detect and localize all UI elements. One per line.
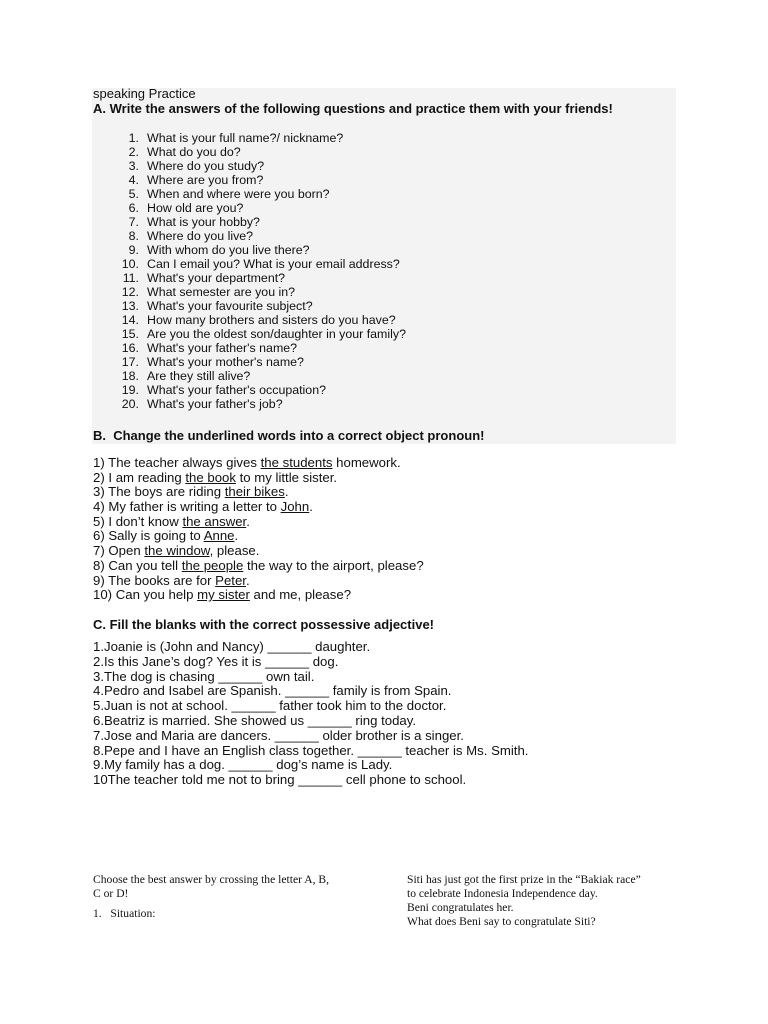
underlined-words: Peter [215, 572, 246, 588]
object-pronoun-sentence [93, 588, 424, 603]
sentence-end: homework. [332, 455, 401, 470]
question-item [93, 201, 406, 215]
question-text: What's your department? [147, 271, 286, 285]
sentence-start: 8) Can you tell [93, 557, 182, 573]
sentence-end: . [284, 484, 289, 500]
question-number: 8. [128, 229, 139, 243]
object-pronoun-sentence [93, 559, 424, 574]
instruction-line-1: Choose the best answer by crossing the letter A, B, [93, 873, 330, 886]
possessive-adjective-sentence: 6.Beatriz is married. She showed us ______ ring today. [93, 712, 417, 728]
situation-text [407, 873, 687, 929]
section-a-question-list [93, 131, 406, 411]
question-item [93, 215, 406, 229]
question-item [93, 229, 406, 243]
section-b-sentence-list [93, 456, 424, 603]
question-number: 14. [121, 313, 139, 327]
question-text: How old are you? [147, 201, 244, 215]
question-number: 10. [121, 257, 139, 271]
question-text: Can I email you? What is your email address? [147, 257, 400, 271]
object-pronoun-sentence [93, 471, 424, 486]
sentence-end: . [245, 572, 250, 588]
sentence-start: 4) My father is writing a letter to [93, 499, 281, 515]
question-text: How many brothers and sisters do you have? [147, 313, 396, 327]
possessive-adjective-sentence: 1.Joanie is (John and Nancy) ______ daughter. [93, 639, 371, 654]
question-number: 16. [121, 341, 139, 355]
question-item [93, 243, 406, 257]
object-pronoun-sentence [93, 456, 424, 471]
section-c-heading: C. Fill the blanks with the correct possessive adjective! [93, 617, 435, 632]
question-number: 7. [128, 215, 139, 229]
question-number: 3. [128, 159, 139, 173]
possessive-adjective-sentence: 8.Pepe and I have an English class together. ______ teacher is Ms. Smith. [93, 742, 529, 758]
question-text: What's your father's job? [147, 397, 283, 411]
sentence-start: 10) Can you help [93, 587, 198, 603]
situation-line-2: to celebrate Indonesia Independence day. [407, 887, 598, 900]
question-number: 1. [128, 131, 139, 145]
sentence-start: 2) I am reading [93, 469, 186, 485]
underlined-words: the window [144, 543, 210, 559]
question-text: Where are you from? [147, 173, 264, 187]
section-a-heading: A. Write the answers of the following questions and practice them with your friends! [93, 101, 613, 116]
sentence-start: 7) Open [93, 543, 145, 559]
underlined-words: the answer [182, 513, 247, 529]
underlined-words: the students [260, 455, 333, 470]
question-text: What's your father's occupation? [147, 383, 326, 397]
worksheet-header [93, 86, 613, 116]
question-number: 13. [121, 299, 139, 313]
question-text: With whom do you live there? [147, 243, 310, 257]
question-item [93, 285, 406, 299]
question-text: When and where were you born? [147, 187, 330, 201]
question-item [93, 173, 406, 187]
situation-line-1: Siti has just got the first prize in the “Bakiak race” [407, 873, 641, 886]
object-pronoun-sentence [93, 544, 424, 559]
underlined-words: Anne [203, 528, 235, 544]
question-number: 19. [121, 383, 139, 397]
situation-question: What does Beni say to congratulate Siti? [407, 915, 596, 928]
question-item [93, 383, 406, 397]
question-item [93, 369, 406, 383]
sentence-end: . [246, 513, 250, 529]
possessive-adjective-sentence: 4.Pedro and Isabel are Spanish. ______ family is from Spain. [93, 683, 452, 699]
underlined-words: their bikes [224, 484, 285, 500]
footer-instructions [93, 873, 368, 921]
sentence-end: to my little sister. [235, 469, 338, 485]
possessive-adjective-sentence: 3.The dog is chasing ______ own tail. [93, 668, 315, 684]
sentence-start: 9) The books are for [93, 572, 216, 588]
object-pronoun-sentence [93, 515, 424, 530]
question-text: What is your full name?/ nickname? [147, 131, 344, 145]
question-text: Are you the oldest son/daughter in your family? [147, 327, 406, 341]
question-text: What's your favourite subject? [147, 299, 313, 313]
sentence-start: 6) Sally is going to [93, 528, 204, 544]
question-number: 18. [121, 369, 139, 383]
possessive-adjective-sentence: 5.Juan is not at school. ______ father took him to the doctor. [93, 698, 447, 714]
situation-label: 1. Situation: [93, 907, 156, 920]
question-text: What's your mother's name? [147, 355, 304, 369]
object-pronoun-sentence [93, 500, 424, 515]
underlined-words: the people [181, 557, 244, 573]
object-pronoun-sentence [93, 574, 424, 589]
question-number: 9. [128, 243, 139, 257]
section-b-heading: B. Change the underlined words into a correct object pronoun! [93, 428, 485, 443]
question-item [93, 299, 406, 313]
question-item [93, 355, 406, 369]
object-pronoun-sentence [93, 529, 424, 544]
question-text: What semester are you in? [147, 285, 296, 299]
object-pronoun-sentence [93, 485, 424, 500]
question-item [93, 271, 406, 285]
possessive-adjective-sentence: 2.Is this Jane’s dog? Yes it is ______ dog. [93, 653, 339, 669]
instruction-line-2: C or D! [93, 887, 129, 900]
question-number: 12. [121, 285, 139, 299]
question-text: What do you do? [147, 145, 241, 159]
question-number: 20. [121, 397, 139, 411]
sentence-end: the way to the airport, please? [243, 557, 424, 573]
section-c-sentence-list [93, 640, 528, 788]
question-item [93, 397, 406, 411]
underlined-words: my sister [197, 587, 250, 603]
question-number: 2. [128, 145, 139, 159]
sentence-end: . [309, 499, 313, 515]
question-text: What's your father's name? [147, 341, 298, 355]
possessive-adjective-sentence: 10The teacher told me not to bring ______ cell phone to school. [93, 772, 467, 788]
underlined-words: John [280, 499, 310, 515]
question-item [93, 313, 406, 327]
question-text: Where do you study? [147, 159, 265, 173]
question-item [93, 187, 406, 201]
question-item [93, 327, 406, 341]
possessive-adjective-sentence: 9.My family has a dog. ______ dog’s name is Lady. [93, 757, 393, 773]
situation-line-3: Beni congratulates her. [407, 901, 514, 914]
sentence-end: and me, please? [249, 587, 352, 603]
sentence-start: 5) I don’t know [93, 513, 183, 529]
sentence-start: 3) The boys are riding [93, 484, 225, 500]
sentence-end: . [234, 528, 239, 544]
question-number: 4. [128, 173, 139, 187]
question-item [93, 131, 406, 145]
question-text: Are they still alive? [147, 369, 251, 383]
question-number: 17. [121, 355, 139, 369]
sentence-start: 1) The teacher always gives [93, 455, 261, 470]
sentence-end: , please. [209, 543, 260, 559]
question-number: 11. [122, 271, 139, 285]
question-number: 15. [121, 327, 139, 341]
question-item [93, 159, 406, 173]
page-title: speaking Practice [93, 86, 196, 101]
question-item [93, 145, 406, 159]
question-number: 6. [128, 201, 139, 215]
underlined-words: the book [185, 469, 236, 485]
question-number: 5. [128, 187, 139, 201]
question-item [93, 341, 406, 355]
question-text: What is your hobby? [147, 215, 260, 229]
question-text: Where do you live? [147, 229, 254, 243]
possessive-adjective-sentence: 7.Jose and Maria are dancers. ______ older brother is a singer. [93, 727, 464, 743]
question-item [93, 257, 406, 271]
